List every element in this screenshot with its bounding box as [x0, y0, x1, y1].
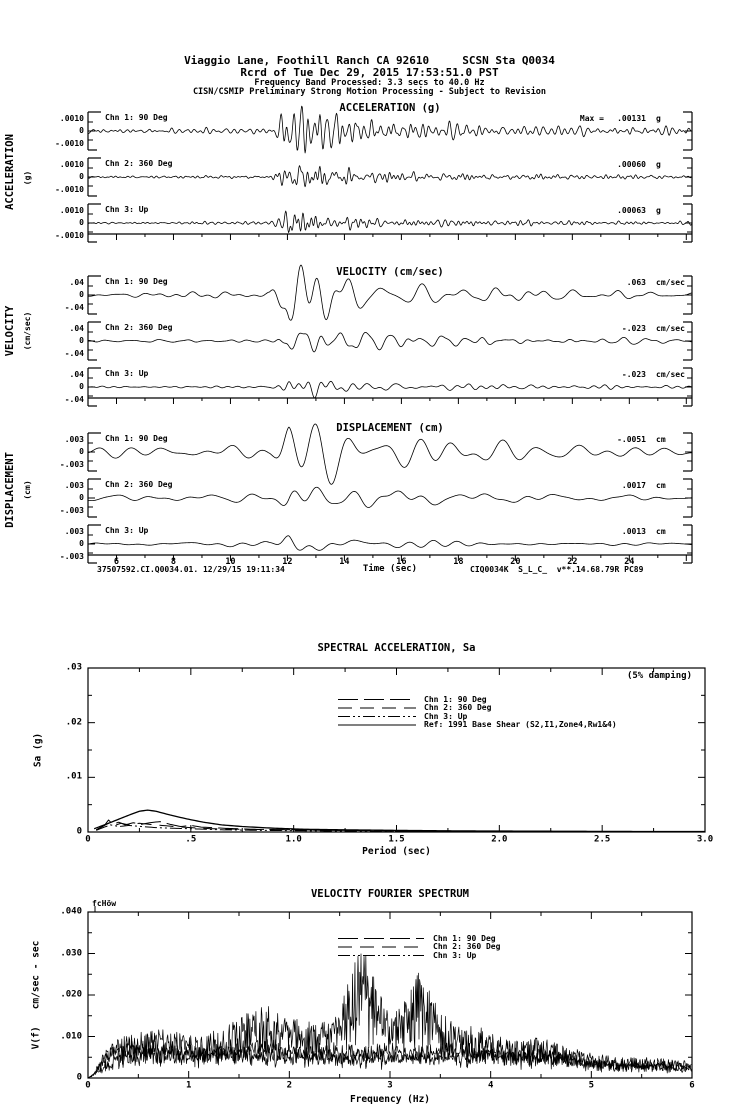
footer-version-id: CIQ0034K S_L_C_ v**.14.68.79R PC89 — [470, 565, 644, 574]
waveform-acceleration-group-ch2 — [88, 166, 692, 187]
channel-label: Chn 3: Up — [105, 369, 149, 378]
fourier-legend-label: Chn 3: Up — [433, 950, 477, 960]
fourier-title: VELOCITY FOURIER SPECTRUM — [310, 888, 470, 900]
y-tick-label: 0 — [79, 126, 84, 135]
y-tick-label: 0 — [79, 493, 84, 502]
y-tick-label: .0010 — [59, 206, 84, 215]
time-axis-label: Time (sec) — [362, 564, 418, 574]
sa-y-tick-label: 0 — [76, 826, 82, 837]
y-tick-label: .003 — [64, 481, 84, 490]
peak-unit: cm/sec — [656, 278, 685, 287]
fourier-x-tick-label: 3 — [387, 1080, 393, 1091]
time-tick-label: 12 — [282, 556, 293, 567]
time-tick-label: 14 — [339, 556, 350, 567]
fourier-corner-label: fcHöw — [92, 899, 117, 908]
sa-legend-label: Chn 3: Up — [424, 711, 468, 721]
y-tick-label: .04 — [69, 324, 84, 333]
time-tick-label: 8 — [170, 556, 177, 567]
y-tick-label: .04 — [69, 278, 84, 287]
y-tick-label: -.04 — [64, 303, 84, 312]
peak-value: -.023 — [621, 324, 646, 333]
sa-legend-label: Chn 2: 360 Deg — [424, 703, 492, 712]
peak-value: .063 — [626, 278, 646, 287]
displacement-axis-label: DISPLACEMENT — [3, 452, 16, 528]
fourier-legend-label: Chn 2: 360 Deg — [433, 942, 501, 951]
channel-label: Chn 1: 90 Deg — [105, 113, 168, 122]
sa-plot-frame — [88, 668, 705, 832]
peak-unit: g — [656, 114, 661, 123]
fourier-y-axis-label: V(f) cm/sec - sec — [30, 940, 42, 1050]
y-tick-label: -.04 — [64, 349, 84, 358]
y-tick-label: -.003 — [59, 552, 84, 561]
channel-label: Chn 2: 360 Deg — [105, 159, 173, 168]
acceleration-title: ACCELERATION (g) — [339, 102, 441, 114]
y-tick-label: .04 — [69, 370, 84, 379]
waveform-acceleration-group-ch3 — [88, 211, 692, 233]
peak-value: .0013 — [621, 527, 646, 536]
record-datetime: Rcrd of Tue Dec 29, 2015 17:53:51.0 PST — [240, 66, 499, 79]
peak-value: .00060 — [617, 160, 646, 169]
fourier-x-tick-label: 5 — [588, 1080, 595, 1091]
sa-y-tick-label: .03 — [65, 662, 82, 673]
sa-x-axis-label: Period (sec) — [362, 846, 431, 857]
time-tick-label: 20 — [510, 556, 521, 567]
peak-value: -.023 — [621, 370, 646, 379]
y-tick-label: 0 — [79, 382, 84, 391]
y-tick-label: 0 — [79, 539, 84, 548]
sa-x-tick-label: 0 — [85, 834, 91, 845]
peak-prefix-label: Max = — [579, 114, 604, 123]
fourier-y-tick-label: 0 — [76, 1072, 82, 1083]
sa-x-tick-label: 2.5 — [594, 834, 611, 845]
peak-unit: cm — [656, 435, 666, 444]
y-tick-label: 0 — [79, 336, 84, 345]
peak-value: .00131 — [617, 114, 646, 123]
peak-unit: g — [656, 206, 661, 215]
fourier-x-tick-label: 0 — [85, 1080, 91, 1091]
peak-unit: cm/sec — [656, 324, 685, 333]
y-tick-label: 0 — [79, 290, 84, 299]
time-tick-label: 10 — [225, 556, 236, 567]
displacement-axis-unit: (cm) — [23, 480, 32, 500]
y-tick-label: 0 — [79, 172, 84, 181]
y-tick-label: .0010 — [59, 114, 84, 123]
footer-record-id: 37507592.CI.Q0034.01. 12/29/15 19:11:34 — [97, 565, 285, 574]
y-tick-label: 0 — [79, 218, 84, 227]
waveform-displacement-group-ch3 — [88, 536, 692, 551]
peak-unit: g — [656, 160, 661, 169]
fourier-x-tick-label: 2 — [286, 1080, 293, 1091]
y-tick-label: -.003 — [59, 460, 84, 469]
channel-label: Chn 2: 360 Deg — [105, 480, 173, 489]
sa-legend-label: Chn 1: 90 Deg — [424, 694, 487, 704]
time-tick-label: 18 — [453, 556, 464, 567]
acceleration-axis-unit: (g) — [23, 170, 32, 186]
time-tick-label: 6 — [113, 556, 120, 567]
processing-note: CISN/CSMIP Preliminary Strong Motion Processing - Subject to Revision — [192, 87, 547, 97]
fourier-y-tick-label: .040 — [60, 906, 82, 917]
sa-y-axis-label: Sa (g) — [32, 732, 44, 768]
y-tick-label: .003 — [64, 527, 84, 536]
peak-value: .00063 — [617, 206, 646, 215]
channel-label: Chn 3: Up — [105, 526, 149, 535]
frequency-band-note: Frequency Band Processed: 3.3 secs to 40.0 Hz — [254, 78, 485, 88]
peak-unit: cm — [656, 481, 666, 490]
peak-unit: cm/sec — [656, 370, 685, 379]
y-tick-label: -.0010 — [55, 185, 84, 194]
sa-x-tick-label: 1.5 — [388, 834, 405, 845]
y-tick-label: -.04 — [64, 395, 84, 404]
displacement-title: DISPLACEMENT (cm) — [336, 422, 444, 434]
fourier-x-tick-label: 6 — [689, 1080, 695, 1091]
channel-label: Chn 3: Up — [105, 205, 149, 214]
y-tick-label: .003 — [64, 435, 84, 444]
fourier-y-tick-label: .030 — [60, 948, 82, 958]
time-tick-label: 22 — [567, 556, 578, 567]
channel-label: Chn 1: 90 Deg — [105, 277, 168, 286]
y-tick-label: .0010 — [59, 160, 84, 169]
sa-x-tick-label: .5 — [185, 834, 197, 845]
velocity-axis-label: VELOCITY — [3, 305, 16, 357]
time-tick-label: 24 — [624, 556, 635, 567]
fourier-legend-label: Chn 1: 90 Deg — [433, 933, 496, 943]
peak-value: .0017 — [621, 481, 646, 490]
y-tick-label: -.0010 — [55, 139, 84, 148]
velocity-title: VELOCITY (cm/sec) — [336, 266, 444, 278]
sa-title: SPECTRAL ACCELERATION, Sa — [317, 642, 476, 654]
waveform-velocity-group-ch2 — [88, 332, 692, 352]
sa-damping-annotation: (5% damping) — [626, 671, 692, 681]
time-tick-label: 16 — [396, 556, 407, 567]
y-tick-label: -.0010 — [55, 231, 84, 240]
sa-legend-label: Ref: 1991 Base Shear (S2,I1,Zone4,Rw1&4) — [424, 720, 617, 729]
acceleration-axis-label: ACCELERATION — [3, 134, 16, 210]
sa-x-tick-label: 1.0 — [285, 834, 302, 845]
velocity-axis-unit: (cm/sec) — [23, 311, 32, 351]
peak-value: -.0051 — [617, 435, 646, 444]
channel-label: Chn 2: 360 Deg — [105, 323, 173, 332]
sa-x-tick-label: 2.0 — [491, 834, 508, 845]
fourier-x-tick-label: 4 — [487, 1080, 494, 1091]
fourier-x-axis-label: Frequency (Hz) — [349, 1094, 431, 1105]
station-title: Viaggio Lane, Foothill Ranch CA 92610 SCSN Sta Q0034 — [184, 54, 555, 67]
waveform-displacement-group-ch2 — [88, 487, 692, 507]
waveform-velocity-group-ch3 — [88, 381, 692, 398]
y-tick-label: -.003 — [59, 506, 84, 515]
fourier-y-tick-label: .010 — [60, 1031, 82, 1041]
sa-y-tick-label: .02 — [65, 717, 82, 728]
y-tick-label: 0 — [79, 447, 84, 456]
fourier-y-tick-label: .020 — [60, 989, 82, 1000]
peak-unit: cm — [656, 527, 666, 536]
sa-y-tick-label: .01 — [65, 771, 82, 782]
sa-x-tick-label: 3.0 — [696, 834, 714, 845]
channel-label: Chn 1: 90 Deg — [105, 434, 168, 443]
fourier-x-tick-label: 1 — [185, 1080, 192, 1091]
